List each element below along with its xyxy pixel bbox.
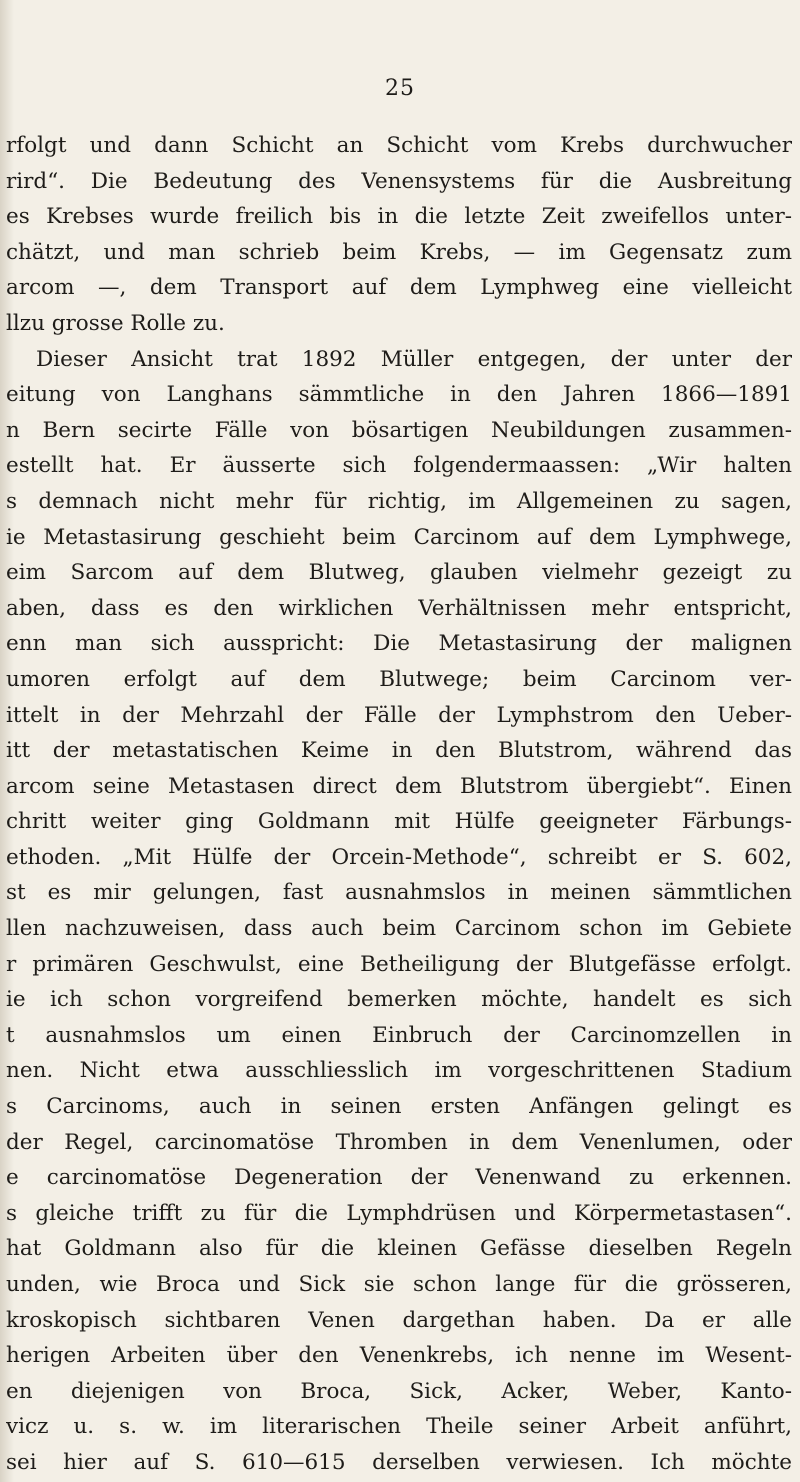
body-text — [6, 128, 792, 1481]
text-line: st es mir gelungen, fast ausnahmslos in meinen sämmtlichen — [6, 880, 792, 906]
text-line: llzu grosse Rolle zu. — [6, 310, 225, 336]
text-line: eim Sarcom auf dem Blutweg, glauben vielmehr gezeigt zu — [6, 560, 792, 586]
text-line: e carcinomatöse Degeneration der Venenwand zu erkennen. — [6, 1165, 792, 1191]
text-line: herigen Arbeiten über den Venenkrebs, ich nenne im Wesent- — [6, 1343, 792, 1369]
text-line: eitung von Langhans sämmtliche in den Jahren 1866—1891 — [6, 382, 792, 408]
text-line: t ausnahmslos um einen Einbruch der Carcinomzellen in — [6, 1022, 792, 1048]
text-line: arcom —, dem Transport auf dem Lymphweg eine vielleicht — [6, 275, 792, 301]
text-line: sei hier auf S. 610—615 derselben verwiesen. Ich möchte — [6, 1449, 792, 1475]
page-number: 25 — [385, 76, 415, 101]
text-line: estellt hat. Er äusserte sich folgendermaassen: „Wir halten — [6, 453, 792, 479]
text-line: umoren erfolgt auf dem Blutwege; beim Carcinom ver- — [6, 666, 792, 692]
text-line: ittelt in der Mehrzahl der Fälle der Lymphstrom den Ueber- — [6, 702, 792, 728]
text-line: hat Goldmann also für die kleinen Gefässe dieselben Regeln — [6, 1236, 792, 1262]
text-line: s demnach nicht mehr für richtig, im Allgemeinen zu sagen, — [6, 488, 792, 514]
text-line: ie Metastasirung geschieht beim Carcinom auf dem Lymphwege, — [6, 524, 792, 550]
text-line: en diejenigen von Broca, Sick, Acker, Weber, Kanto- — [6, 1378, 792, 1404]
text-line: nen. Nicht etwa ausschliesslich im vorgeschrittenen Stadium — [6, 1058, 792, 1084]
text-line: rfolgt und dann Schicht an Schicht vom Krebs durchwucher — [6, 133, 792, 158]
text-line: vicz u. s. w. im literarischen Theile seiner Arbeit anführt, — [6, 1414, 792, 1440]
text-line: r primären Geschwulst, eine Betheiligung der Blutgefässe erfolgt. — [6, 951, 792, 977]
text-line: llen nachzuweisen, dass auch beim Carcinom schon im Gebiete — [6, 916, 792, 942]
text-line: unden, wie Broca und Sick sie schon lange für die grösseren, — [6, 1272, 792, 1297]
text-line: der Regel, carcinomatöse Thromben in dem Venenlumen, oder — [6, 1129, 792, 1155]
text-line: ethoden. „Mit Hülfe der Orcein-Methode“, schreibt er S. 602, — [6, 844, 792, 870]
text-line: ie ich schon vorgreifend bemerken möchte, handelt es sich — [6, 987, 792, 1013]
text-line: enn man sich ausspricht: Die Metastasirung der malignen — [6, 631, 792, 657]
text-line: s Carcinoms, auch in seinen ersten Anfängen gelingt es — [6, 1094, 792, 1120]
text-line: chritt weiter ging Goldmann mit Hülfe geeigneter Färbungs- — [6, 809, 792, 835]
text-line: kroskopisch sichtbaren Venen dargethan haben. Da er alle — [6, 1307, 792, 1333]
text-line: n Bern secirte Fälle von bösartigen Neubildungen zusammen- — [6, 417, 792, 443]
text-line: Dieser Ansicht trat 1892 Müller entgegen, der unter der — [36, 346, 792, 372]
text-line: rird“. Die Bedeutung des Venensystems für die Ausbreitung — [6, 168, 792, 194]
text-line: s gleiche trifft zu für die Lymphdrüsen und Körpermetastasen“. — [6, 1200, 792, 1226]
text-line: arcom seine Metastasen direct dem Blutstrom übergiebt“. Einen — [6, 773, 792, 799]
text-line: aben, dass es den wirklichen Verhältnissen mehr entspricht, — [6, 595, 792, 621]
text-line: chätzt, und man schrieb beim Krebs, — im Gegensatz zum — [6, 239, 792, 265]
text-line: es Krebses wurde freilich bis in die letzte Zeit zweifellos unter- — [6, 204, 792, 230]
text-line: itt der metastatischen Keime in den Blutstrom, während das — [6, 738, 792, 764]
